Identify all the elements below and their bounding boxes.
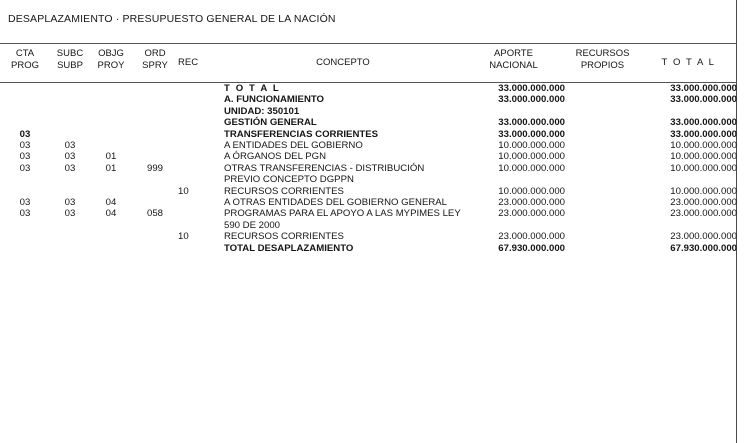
cell-ord-spry <box>132 243 178 254</box>
cell-cta-prog <box>0 243 50 254</box>
cell-recursos-propios <box>565 208 640 231</box>
cell-ord-spry <box>132 151 178 162</box>
cell-subc-subp <box>50 94 90 105</box>
column-header-ord-spry-line1: ORD <box>144 48 166 59</box>
cell-recursos-propios <box>565 106 640 117</box>
cell-cta-prog: 03 <box>19 151 31 163</box>
table-row <box>0 186 737 197</box>
cell-concepto: T O T A L <box>224 83 281 94</box>
cell-concepto: OTRAS TRANSFERENCIAS - DISTRIBUCIÓN PREVIO CONCEPTO DGPPN <box>224 162 425 186</box>
cell-objg-proy <box>90 129 132 140</box>
cell-recursos-propios <box>565 163 640 186</box>
cell-recursos-propios <box>565 243 640 254</box>
cell-objg-proy: 01 <box>105 151 117 163</box>
cell-objg-proy <box>90 140 132 151</box>
table-row <box>0 243 737 254</box>
column-header-objg-proy <box>90 44 132 83</box>
table-row <box>0 197 737 208</box>
cell-aporte-nacional: 10.000.000.000 <box>498 162 565 174</box>
cell-total: 10.000.000.000 <box>670 140 737 152</box>
column-header-subc-subp-line2: SUBP <box>57 59 83 71</box>
cell-recursos-propios <box>565 117 640 128</box>
cell-cta-prog <box>0 83 50 95</box>
cell-subc-subp <box>50 83 90 95</box>
cell-concepto: RECURSOS CORRIENTES <box>224 185 344 197</box>
table-body <box>0 83 737 255</box>
cell-objg-proy: 04 <box>105 197 117 209</box>
cell-aporte-nacional: 33.000.000.000 <box>498 83 565 94</box>
cell-rec: 10 <box>178 185 189 197</box>
table-row <box>0 106 737 117</box>
table-row <box>0 208 737 231</box>
column-header-cta-prog-line2: PROG <box>11 59 39 71</box>
cell-objg-proy <box>90 117 132 128</box>
cell-objg-proy <box>90 106 132 117</box>
cell-ord-spry: 058 <box>146 208 163 220</box>
cell-total: 23.000.000.000 <box>670 208 737 220</box>
cell-recursos-propios <box>565 140 640 151</box>
column-header-subc-subp-line1: SUBC <box>56 48 84 59</box>
cell-aporte-nacional: 67.930.000.000 <box>498 242 565 254</box>
cell-ord-spry: 999 <box>146 162 163 174</box>
cell-rec <box>178 117 224 128</box>
cell-subc-subp: 03 <box>64 140 76 152</box>
column-header-rec: REC <box>178 44 224 83</box>
cell-cta-prog: 03 <box>19 128 31 140</box>
cell-concepto: TOTAL DESAPLAZAMIENTO <box>224 242 354 254</box>
cell-total: 33.000.000.000 <box>670 94 737 106</box>
cell-objg-proy <box>90 186 132 197</box>
cell-ord-spry <box>132 140 178 151</box>
cell-subc-subp <box>50 243 90 254</box>
cell-cta-prog: 03 <box>19 162 31 174</box>
table-row <box>0 129 737 140</box>
cell-aporte-nacional: 10.000.000.000 <box>498 185 565 197</box>
cell-objg-proy: 04 <box>105 208 117 220</box>
cell-aporte-nacional: 33.000.000.000 <box>498 94 565 106</box>
cell-concepto: TRANSFERENCIAS CORRIENTES <box>224 128 379 140</box>
cell-total: 10.000.000.000 <box>670 185 737 197</box>
cell-cta-prog: 03 <box>19 140 31 152</box>
cell-recursos-propios <box>565 231 640 242</box>
cell-aporte-nacional <box>462 106 565 117</box>
cell-aporte-nacional: 10.000.000.000 <box>498 151 565 163</box>
cell-objg-proy <box>90 94 132 105</box>
cell-aporte-nacional: 23.000.000.000 <box>498 231 565 243</box>
cell-rec: 10 <box>178 231 189 243</box>
cell-cta-prog <box>0 106 50 117</box>
cell-concepto: A. FUNCIONAMIENTO <box>224 94 325 106</box>
column-header-total: T O T A L <box>640 44 737 83</box>
column-header-recursos-propios <box>565 44 640 83</box>
cell-recursos-propios <box>565 151 640 162</box>
cell-aporte-nacional: 33.000.000.000 <box>498 128 565 140</box>
cell-ord-spry <box>132 129 178 140</box>
cell-total: 33.000.000.000 <box>670 117 737 129</box>
cell-ord-spry <box>132 231 178 242</box>
cell-ord-spry <box>132 106 178 117</box>
cell-cta-prog <box>0 186 50 197</box>
column-header-objg-proy-line1: OBJG <box>98 48 124 59</box>
cell-concepto: A ENTIDADES DEL GOBIERNO <box>224 140 363 152</box>
table-row <box>0 94 737 105</box>
cell-recursos-propios <box>565 83 640 95</box>
column-header-cta-prog <box>0 44 50 83</box>
table-row <box>0 163 737 186</box>
cell-subc-subp <box>50 231 90 242</box>
budget-ledger-table <box>0 43 737 254</box>
cell-total: 33.000.000.000 <box>670 83 737 94</box>
cell-rec <box>178 163 224 186</box>
cell-concepto: GESTIÓN GENERAL <box>224 117 317 129</box>
table-row <box>0 231 737 242</box>
cell-aporte-nacional: 23.000.000.000 <box>498 197 565 209</box>
cell-subc-subp <box>50 186 90 197</box>
cell-ord-spry <box>132 117 178 128</box>
cell-subc-subp: 03 <box>64 151 76 163</box>
cell-recursos-propios <box>565 186 640 197</box>
cell-concepto: A ÓRGANOS DEL PGN <box>224 151 327 163</box>
cell-objg-proy <box>90 83 132 95</box>
cell-recursos-propios <box>565 129 640 140</box>
column-header-recursos-line2: PROPIOS <box>580 59 625 71</box>
cell-subc-subp <box>50 117 90 128</box>
cell-objg-proy <box>90 231 132 242</box>
cell-ord-spry <box>132 197 178 208</box>
cell-rec <box>178 106 224 117</box>
cell-ord-spry <box>132 83 178 95</box>
cell-aporte-nacional: 10.000.000.000 <box>498 140 565 152</box>
cell-recursos-propios <box>565 197 640 208</box>
table-row <box>0 151 737 162</box>
cell-concepto: UNIDAD: 350101 <box>224 105 300 117</box>
cell-subc-subp: 03 <box>64 208 76 220</box>
column-header-aporte-line1: APORTE <box>494 48 533 59</box>
column-header-ord-spry-line2: SPRY <box>142 59 168 71</box>
cell-ord-spry <box>132 186 178 197</box>
cell-rec <box>178 94 224 105</box>
cell-cta-prog <box>0 231 50 242</box>
cell-recursos-propios <box>565 94 640 105</box>
cell-subc-subp: 03 <box>64 197 76 209</box>
cell-cta-prog <box>0 117 50 128</box>
column-header-cta-prog-line1: CTA <box>15 48 35 59</box>
cell-rec <box>178 197 224 208</box>
page-title: DESAPLAZAMIENTO · PRESUPUESTO GENERAL DE LA NACIÓN <box>8 13 336 25</box>
cell-objg-proy <box>90 243 132 254</box>
table-header <box>0 44 737 83</box>
column-header-subc-subp <box>50 44 90 83</box>
cell-total <box>640 106 737 117</box>
column-header-objg-proy-line2: PROY <box>97 59 125 71</box>
cell-objg-proy: 01 <box>105 162 117 174</box>
cell-concepto: RECURSOS CORRIENTES <box>224 231 344 243</box>
column-header-ord-spry <box>132 44 178 83</box>
cell-cta-prog: 03 <box>19 208 31 220</box>
cell-rec <box>178 140 224 151</box>
table-row <box>0 83 737 95</box>
cell-rec <box>178 243 224 254</box>
cell-subc-subp: 03 <box>64 162 76 174</box>
cell-aporte-nacional: 33.000.000.000 <box>498 117 565 129</box>
cell-rec <box>178 151 224 162</box>
cell-ord-spry <box>132 94 178 105</box>
column-header-aporte-nacional <box>462 44 565 83</box>
cell-total: 23.000.000.000 <box>670 197 737 209</box>
cell-concepto: PROGRAMAS PARA EL APOYO A LAS MYPIMES LEY 590 DE 2000 <box>224 208 461 231</box>
cell-total: 67.930.000.000 <box>670 242 737 254</box>
cell-total: 10.000.000.000 <box>670 162 737 174</box>
column-header-concepto: CONCEPTO <box>224 44 462 83</box>
column-header-recursos-line1: RECURSOS <box>575 48 630 59</box>
cell-cta-prog <box>0 94 50 105</box>
table-row <box>0 117 737 128</box>
cell-total: 33.000.000.000 <box>670 128 737 140</box>
cell-subc-subp <box>50 129 90 140</box>
cell-aporte-nacional: 23.000.000.000 <box>498 208 565 220</box>
table-row <box>0 140 737 151</box>
cell-total: 10.000.000.000 <box>670 151 737 163</box>
cell-concepto: A OTRAS ENTIDADES DEL GOBIERNO GENERAL <box>224 197 448 209</box>
cell-cta-prog: 03 <box>19 197 31 209</box>
cell-rec <box>178 208 224 231</box>
column-header-aporte-line2: NACIONAL <box>489 59 538 71</box>
cell-rec <box>178 83 224 95</box>
cell-total: 23.000.000.000 <box>670 231 737 243</box>
cell-subc-subp <box>50 106 90 117</box>
cell-rec <box>178 129 224 140</box>
